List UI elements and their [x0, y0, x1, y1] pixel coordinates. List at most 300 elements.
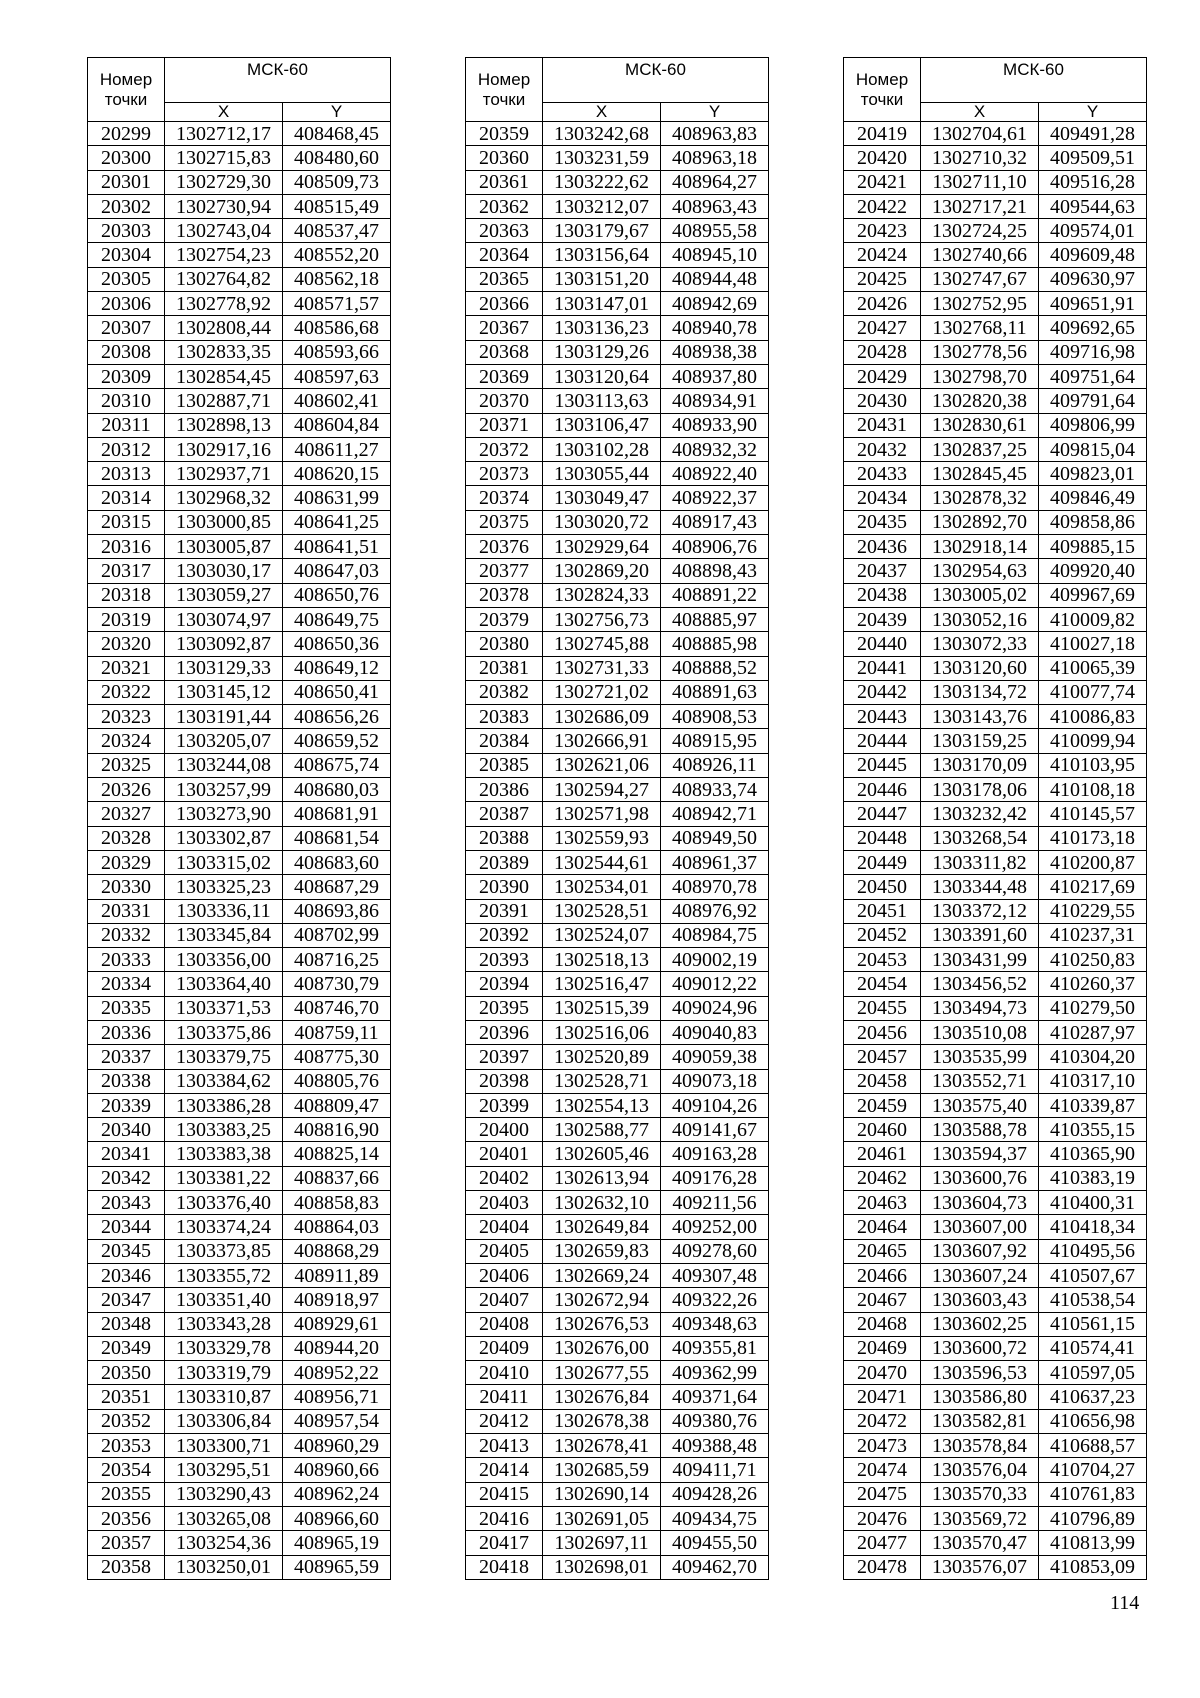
- x-coordinate-cell: 1303151,20: [543, 267, 661, 291]
- x-coordinate-cell: 1302672,94: [543, 1288, 661, 1312]
- y-coordinate-cell: 408620,15: [283, 462, 391, 486]
- x-coordinate-cell: 1303576,07: [921, 1555, 1039, 1579]
- x-coordinate-cell: 1303375,86: [165, 1020, 283, 1044]
- table-row: [466, 437, 769, 461]
- x-coordinate-cell: 1303374,24: [165, 1215, 283, 1239]
- x-coordinate-cell: 1303120,60: [921, 656, 1039, 680]
- y-coordinate-cell: 410173,18: [1039, 826, 1147, 850]
- x-coordinate-cell: 1303129,26: [543, 340, 661, 364]
- table-row: [844, 1506, 1147, 1530]
- y-coordinate-cell: 409411,71: [661, 1458, 769, 1482]
- point-number-cell: 20405: [466, 1239, 543, 1263]
- table-row: [844, 1288, 1147, 1312]
- y-coordinate-cell: 408730,79: [283, 972, 391, 996]
- x-coordinate-cell: 1302676,84: [543, 1385, 661, 1409]
- y-coordinate-cell: 408955,58: [661, 219, 769, 243]
- point-number-cell: 20366: [466, 292, 543, 316]
- x-coordinate-cell: 1302798,70: [921, 364, 1039, 388]
- point-number-cell: 20468: [844, 1312, 921, 1336]
- table-row: [466, 583, 769, 607]
- y-coordinate-cell: 408944,48: [661, 267, 769, 291]
- point-number-cell: 20309: [88, 364, 165, 388]
- table-row: [466, 1288, 769, 1312]
- point-number-cell: 20376: [466, 535, 543, 559]
- table-row: [844, 923, 1147, 947]
- x-coordinate-cell: 1302676,53: [543, 1312, 661, 1336]
- point-number-cell: 20389: [466, 850, 543, 874]
- point-number-cell: 20448: [844, 826, 921, 850]
- point-number-cell: 20418: [466, 1555, 543, 1579]
- point-number-cell: 20408: [466, 1312, 543, 1336]
- y-coordinate-cell: 409307,48: [661, 1263, 769, 1287]
- table-row: [844, 802, 1147, 826]
- x-coordinate-cell: 1303570,33: [921, 1482, 1039, 1506]
- table-row: [844, 292, 1147, 316]
- x-coordinate-cell: 1303575,40: [921, 1093, 1039, 1117]
- point-number-cell: 20329: [88, 850, 165, 874]
- point-number-cell: 20390: [466, 875, 543, 899]
- table-row: [466, 462, 769, 486]
- x-coordinate-cell: 1303145,12: [165, 680, 283, 704]
- point-number-cell: 20371: [466, 413, 543, 437]
- x-coordinate-cell: 1303254,36: [165, 1531, 283, 1555]
- x-coordinate-cell: 1303113,63: [543, 389, 661, 413]
- table-row: [844, 1336, 1147, 1360]
- y-coordinate-cell: 408716,25: [283, 948, 391, 972]
- table-row: [844, 413, 1147, 437]
- table-row: [466, 1069, 769, 1093]
- table-row: [844, 437, 1147, 461]
- table-row: [844, 1215, 1147, 1239]
- table-row: [466, 340, 769, 364]
- table-row: [466, 1239, 769, 1263]
- x-coordinate-cell: 1302768,11: [921, 316, 1039, 340]
- y-coordinate-cell: 409380,76: [661, 1409, 769, 1433]
- x-coordinate-cell: 1303147,01: [543, 292, 661, 316]
- table-row: [844, 243, 1147, 267]
- table-row: [88, 535, 391, 559]
- x-coordinate-cell: 1302677,55: [543, 1361, 661, 1385]
- table-row: [844, 632, 1147, 656]
- y-coordinate-cell: 408963,18: [661, 146, 769, 170]
- x-coordinate-cell: 1303391,60: [921, 923, 1039, 947]
- y-coordinate-cell: 408956,71: [283, 1385, 391, 1409]
- point-number-cell: 20364: [466, 243, 543, 267]
- x-coordinate-cell: 1302659,83: [543, 1239, 661, 1263]
- table-row: [466, 680, 769, 704]
- point-number-cell: 20361: [466, 170, 543, 194]
- y-coordinate-cell: 410704,27: [1039, 1458, 1147, 1482]
- point-number-cell: 20400: [466, 1118, 543, 1142]
- point-number-cell: 20323: [88, 705, 165, 729]
- y-coordinate-cell: 408649,75: [283, 607, 391, 631]
- point-number-cell: 20360: [466, 146, 543, 170]
- x-coordinate-cell: 1302554,13: [543, 1093, 661, 1117]
- y-coordinate-cell: 408922,40: [661, 462, 769, 486]
- x-coordinate-cell: 1302559,93: [543, 826, 661, 850]
- y-coordinate-cell: 408650,76: [283, 583, 391, 607]
- table-row: [88, 1118, 391, 1142]
- y-coordinate-cell: 409751,64: [1039, 364, 1147, 388]
- table-row: [844, 170, 1147, 194]
- point-number-cell: 20322: [88, 680, 165, 704]
- table-row: [88, 607, 391, 631]
- point-number-cell: 20348: [88, 1312, 165, 1336]
- table-row: [88, 802, 391, 826]
- y-coordinate-cell: 409544,63: [1039, 194, 1147, 218]
- y-coordinate-cell: 408911,89: [283, 1263, 391, 1287]
- table-row: [466, 122, 769, 146]
- table-row: [466, 972, 769, 996]
- table-row: [88, 1288, 391, 1312]
- point-number-cell: 20391: [466, 899, 543, 923]
- x-coordinate-cell: 1303596,53: [921, 1361, 1039, 1385]
- y-coordinate-cell: 408693,86: [283, 899, 391, 923]
- x-coordinate-cell: 1302690,14: [543, 1482, 661, 1506]
- y-coordinate-cell: 408970,78: [661, 875, 769, 899]
- table-row: [466, 778, 769, 802]
- table-row: [88, 267, 391, 291]
- point-number-cell: 20395: [466, 996, 543, 1020]
- table-row: [466, 1434, 769, 1458]
- table-row: [88, 1531, 391, 1555]
- table-row: [88, 194, 391, 218]
- y-coordinate-cell: 409692,65: [1039, 316, 1147, 340]
- y-coordinate-cell: 408963,43: [661, 194, 769, 218]
- point-number-cell: 20464: [844, 1215, 921, 1239]
- point-number-cell: 20420: [844, 146, 921, 170]
- point-number-cell: 20313: [88, 462, 165, 486]
- table-row: [466, 1385, 769, 1409]
- table-row: [844, 1458, 1147, 1482]
- x-coordinate-cell: 1302686,09: [543, 705, 661, 729]
- table-row: [466, 1312, 769, 1336]
- y-coordinate-cell: 408945,10: [661, 243, 769, 267]
- y-coordinate-cell: 409355,81: [661, 1336, 769, 1360]
- y-coordinate-cell: 408631,99: [283, 486, 391, 510]
- y-coordinate-cell: 410637,23: [1039, 1385, 1147, 1409]
- point-number-cell: 20338: [88, 1069, 165, 1093]
- point-number-cell: 20417: [466, 1531, 543, 1555]
- table-row: [466, 170, 769, 194]
- x-coordinate-cell: 1302613,94: [543, 1166, 661, 1190]
- x-coordinate-cell: 1303594,37: [921, 1142, 1039, 1166]
- x-coordinate-cell: 1303510,08: [921, 1020, 1039, 1044]
- point-number-cell: 20325: [88, 753, 165, 777]
- table-row: [466, 1336, 769, 1360]
- point-number-cell: 20426: [844, 292, 921, 316]
- y-coordinate-cell: 410317,10: [1039, 1069, 1147, 1093]
- x-coordinate-cell: 1302824,33: [543, 583, 661, 607]
- x-coordinate-cell: 1303607,92: [921, 1239, 1039, 1263]
- x-coordinate-cell: 1303371,53: [165, 996, 283, 1020]
- point-number-cell: 20330: [88, 875, 165, 899]
- table-row: [466, 948, 769, 972]
- point-number-cell: 20459: [844, 1093, 921, 1117]
- point-number-cell: 20432: [844, 437, 921, 461]
- x-coordinate-cell: 1303159,25: [921, 729, 1039, 753]
- point-number-cell: 20314: [88, 486, 165, 510]
- table-row: [844, 583, 1147, 607]
- point-number-cell: 20412: [466, 1409, 543, 1433]
- point-number-cell: 20394: [466, 972, 543, 996]
- table-row: [88, 146, 391, 170]
- table-row: [844, 656, 1147, 680]
- table-row: [844, 972, 1147, 996]
- x-coordinate-cell: 1303600,76: [921, 1166, 1039, 1190]
- table-row: [88, 1409, 391, 1433]
- x-coordinate-cell: 1303383,38: [165, 1142, 283, 1166]
- table-row: [466, 1531, 769, 1555]
- table-row: [88, 486, 391, 510]
- y-coordinate-cell: 408571,57: [283, 292, 391, 316]
- point-number-cell: 20385: [466, 753, 543, 777]
- y-coordinate-cell: 410418,34: [1039, 1215, 1147, 1239]
- point-number-cell: 20368: [466, 340, 543, 364]
- point-number-cell: 20429: [844, 364, 921, 388]
- table-row: [88, 850, 391, 874]
- y-coordinate-cell: 410507,67: [1039, 1263, 1147, 1287]
- x-coordinate-cell: 1302752,95: [921, 292, 1039, 316]
- point-number-cell: 20363: [466, 219, 543, 243]
- y-coordinate-cell: 410229,55: [1039, 899, 1147, 923]
- y-coordinate-cell: 408746,70: [283, 996, 391, 1020]
- point-number-cell: 20460: [844, 1118, 921, 1142]
- y-coordinate-cell: 408680,03: [283, 778, 391, 802]
- x-coordinate-cell: 1303319,79: [165, 1361, 283, 1385]
- x-coordinate-cell: 1303300,71: [165, 1434, 283, 1458]
- y-coordinate-cell: 408562,18: [283, 267, 391, 291]
- y-coordinate-cell: 408816,90: [283, 1118, 391, 1142]
- y-coordinate-cell: 410574,41: [1039, 1336, 1147, 1360]
- x-coordinate-cell: 1302745,88: [543, 632, 661, 656]
- table-row: [466, 146, 769, 170]
- table-row: [88, 389, 391, 413]
- y-coordinate-cell: 410145,57: [1039, 802, 1147, 826]
- x-coordinate-cell: 1303336,11: [165, 899, 283, 923]
- y-coordinate-cell: 408858,83: [283, 1191, 391, 1215]
- point-number-cell: 20324: [88, 729, 165, 753]
- x-coordinate-cell: 1302717,21: [921, 194, 1039, 218]
- y-coordinate-cell: 409462,70: [661, 1555, 769, 1579]
- y-coordinate-cell: 408702,99: [283, 923, 391, 947]
- x-coordinate-cell: 1303343,28: [165, 1312, 283, 1336]
- column-header-coordinate-system: МСК-60: [165, 58, 391, 103]
- x-coordinate-cell: 1303607,00: [921, 1215, 1039, 1239]
- x-coordinate-cell: 1303129,33: [165, 656, 283, 680]
- y-coordinate-cell: 408888,52: [661, 656, 769, 680]
- point-number-cell: 20365: [466, 267, 543, 291]
- point-number-cell: 20301: [88, 170, 165, 194]
- point-number-cell: 20428: [844, 340, 921, 364]
- x-coordinate-cell: 1302704,61: [921, 122, 1039, 146]
- y-coordinate-cell: 408468,45: [283, 122, 391, 146]
- x-coordinate-cell: 1302892,70: [921, 510, 1039, 534]
- y-coordinate-cell: 410250,83: [1039, 948, 1147, 972]
- x-coordinate-cell: 1303588,78: [921, 1118, 1039, 1142]
- point-number-cell: 20452: [844, 923, 921, 947]
- table-row: [844, 899, 1147, 923]
- x-coordinate-cell: 1302678,41: [543, 1434, 661, 1458]
- y-coordinate-cell: 408687,29: [283, 875, 391, 899]
- y-coordinate-cell: 408929,61: [283, 1312, 391, 1336]
- x-coordinate-cell: 1303535,99: [921, 1045, 1039, 1069]
- x-coordinate-cell: 1303242,68: [543, 122, 661, 146]
- point-number-cell: 20397: [466, 1045, 543, 1069]
- y-coordinate-cell: 408641,25: [283, 510, 391, 534]
- point-number-cell: 20415: [466, 1482, 543, 1506]
- table-row: [88, 340, 391, 364]
- y-coordinate-cell: 409428,26: [661, 1482, 769, 1506]
- y-coordinate-cell: 409252,00: [661, 1215, 769, 1239]
- x-coordinate-cell: 1303355,72: [165, 1263, 283, 1287]
- point-number-cell: 20302: [88, 194, 165, 218]
- point-number-cell: 20386: [466, 778, 543, 802]
- x-coordinate-cell: 1303290,43: [165, 1482, 283, 1506]
- column-header-y: Y: [283, 103, 391, 122]
- point-number-cell: 20478: [844, 1555, 921, 1579]
- table-row: [88, 680, 391, 704]
- point-number-cell: 20436: [844, 535, 921, 559]
- point-number-cell: 20358: [88, 1555, 165, 1579]
- x-coordinate-cell: 1302917,16: [165, 437, 283, 461]
- table-row: [844, 486, 1147, 510]
- point-number-cell: 20437: [844, 559, 921, 583]
- x-coordinate-cell: 1302778,56: [921, 340, 1039, 364]
- table-row: [88, 899, 391, 923]
- table-row: [466, 389, 769, 413]
- x-coordinate-cell: 1302721,02: [543, 680, 661, 704]
- x-coordinate-cell: 1302730,94: [165, 194, 283, 218]
- y-coordinate-cell: 409073,18: [661, 1069, 769, 1093]
- point-number-cell: 20413: [466, 1434, 543, 1458]
- y-coordinate-cell: 410813,99: [1039, 1531, 1147, 1555]
- x-coordinate-cell: 1303120,64: [543, 364, 661, 388]
- table-row: [466, 413, 769, 437]
- table-row: [466, 243, 769, 267]
- y-coordinate-cell: 408891,63: [661, 680, 769, 704]
- y-coordinate-cell: 408649,12: [283, 656, 391, 680]
- y-coordinate-cell: 408957,54: [283, 1409, 391, 1433]
- y-coordinate-cell: 408480,60: [283, 146, 391, 170]
- column-header-y: Y: [1039, 103, 1147, 122]
- point-number-cell: 20419: [844, 122, 921, 146]
- y-coordinate-cell: 408891,22: [661, 583, 769, 607]
- x-coordinate-cell: 1303231,59: [543, 146, 661, 170]
- table-row: [88, 462, 391, 486]
- table-row: [88, 1215, 391, 1239]
- x-coordinate-cell: 1303344,48: [921, 875, 1039, 899]
- table-row: [466, 194, 769, 218]
- table-row: [466, 1506, 769, 1530]
- x-coordinate-cell: 1302678,38: [543, 1409, 661, 1433]
- point-number-cell: 20332: [88, 923, 165, 947]
- x-coordinate-cell: 1302837,25: [921, 437, 1039, 461]
- table-row: [844, 364, 1147, 388]
- table-row: [88, 170, 391, 194]
- point-number-cell: 20344: [88, 1215, 165, 1239]
- x-coordinate-cell: 1303074,97: [165, 607, 283, 631]
- x-coordinate-cell: 1302954,63: [921, 559, 1039, 583]
- y-coordinate-cell: 408837,66: [283, 1166, 391, 1190]
- table-row: [844, 1239, 1147, 1263]
- point-number-cell: 20320: [88, 632, 165, 656]
- y-coordinate-cell: 408611,27: [283, 437, 391, 461]
- table-row: [466, 729, 769, 753]
- coordinates-table-2: [465, 57, 769, 1580]
- x-coordinate-cell: 1303372,12: [921, 899, 1039, 923]
- y-coordinate-cell: 408552,20: [283, 243, 391, 267]
- y-coordinate-cell: 409920,40: [1039, 559, 1147, 583]
- point-number-cell: 20431: [844, 413, 921, 437]
- x-coordinate-cell: 1303222,62: [543, 170, 661, 194]
- table-row: [466, 802, 769, 826]
- y-coordinate-cell: 410086,83: [1039, 705, 1147, 729]
- x-coordinate-cell: 1303106,47: [543, 413, 661, 437]
- table-row: [844, 1482, 1147, 1506]
- x-coordinate-cell: 1302820,38: [921, 389, 1039, 413]
- table-row: [88, 510, 391, 534]
- x-coordinate-cell: 1302528,51: [543, 899, 661, 923]
- y-coordinate-cell: 408933,90: [661, 413, 769, 437]
- column-header-point-number: Номер точки: [466, 58, 543, 122]
- column-header-x: X: [165, 103, 283, 122]
- table-row: [844, 1263, 1147, 1287]
- point-number-cell: 20477: [844, 1531, 921, 1555]
- point-number-cell: 20444: [844, 729, 921, 753]
- point-number-cell: 20353: [88, 1434, 165, 1458]
- table-row: [466, 559, 769, 583]
- x-coordinate-cell: 1302830,61: [921, 413, 1039, 437]
- x-coordinate-cell: 1303356,00: [165, 948, 283, 972]
- table-row: [466, 1093, 769, 1117]
- table-row: [466, 510, 769, 534]
- y-coordinate-cell: 408681,91: [283, 802, 391, 826]
- table-row: [88, 413, 391, 437]
- table-row: [844, 875, 1147, 899]
- table-row: [466, 705, 769, 729]
- x-coordinate-cell: 1303273,90: [165, 802, 283, 826]
- table-row: [844, 729, 1147, 753]
- y-coordinate-cell: 409967,69: [1039, 583, 1147, 607]
- table-row: [88, 875, 391, 899]
- point-number-cell: 20374: [466, 486, 543, 510]
- x-coordinate-cell: 1303265,08: [165, 1506, 283, 1530]
- table-row: [88, 753, 391, 777]
- table-row: [88, 632, 391, 656]
- y-coordinate-cell: 409455,50: [661, 1531, 769, 1555]
- x-coordinate-cell: 1302698,01: [543, 1555, 661, 1579]
- y-coordinate-cell: 409362,99: [661, 1361, 769, 1385]
- x-coordinate-cell: 1302666,91: [543, 729, 661, 753]
- point-number-cell: 20339: [88, 1093, 165, 1117]
- x-coordinate-cell: 1302528,71: [543, 1069, 661, 1093]
- x-coordinate-cell: 1302808,44: [165, 316, 283, 340]
- x-coordinate-cell: 1303156,64: [543, 243, 661, 267]
- y-coordinate-cell: 408805,76: [283, 1069, 391, 1093]
- x-coordinate-cell: 1302869,20: [543, 559, 661, 583]
- point-number-cell: 20403: [466, 1191, 543, 1215]
- point-number-cell: 20362: [466, 194, 543, 218]
- table-row: [844, 219, 1147, 243]
- point-number-cell: 20423: [844, 219, 921, 243]
- y-coordinate-cell: 408917,43: [661, 510, 769, 534]
- point-number-cell: 20370: [466, 389, 543, 413]
- point-number-cell: 20352: [88, 1409, 165, 1433]
- x-coordinate-cell: 1303136,23: [543, 316, 661, 340]
- y-coordinate-cell: 409163,28: [661, 1142, 769, 1166]
- y-coordinate-cell: 410355,15: [1039, 1118, 1147, 1142]
